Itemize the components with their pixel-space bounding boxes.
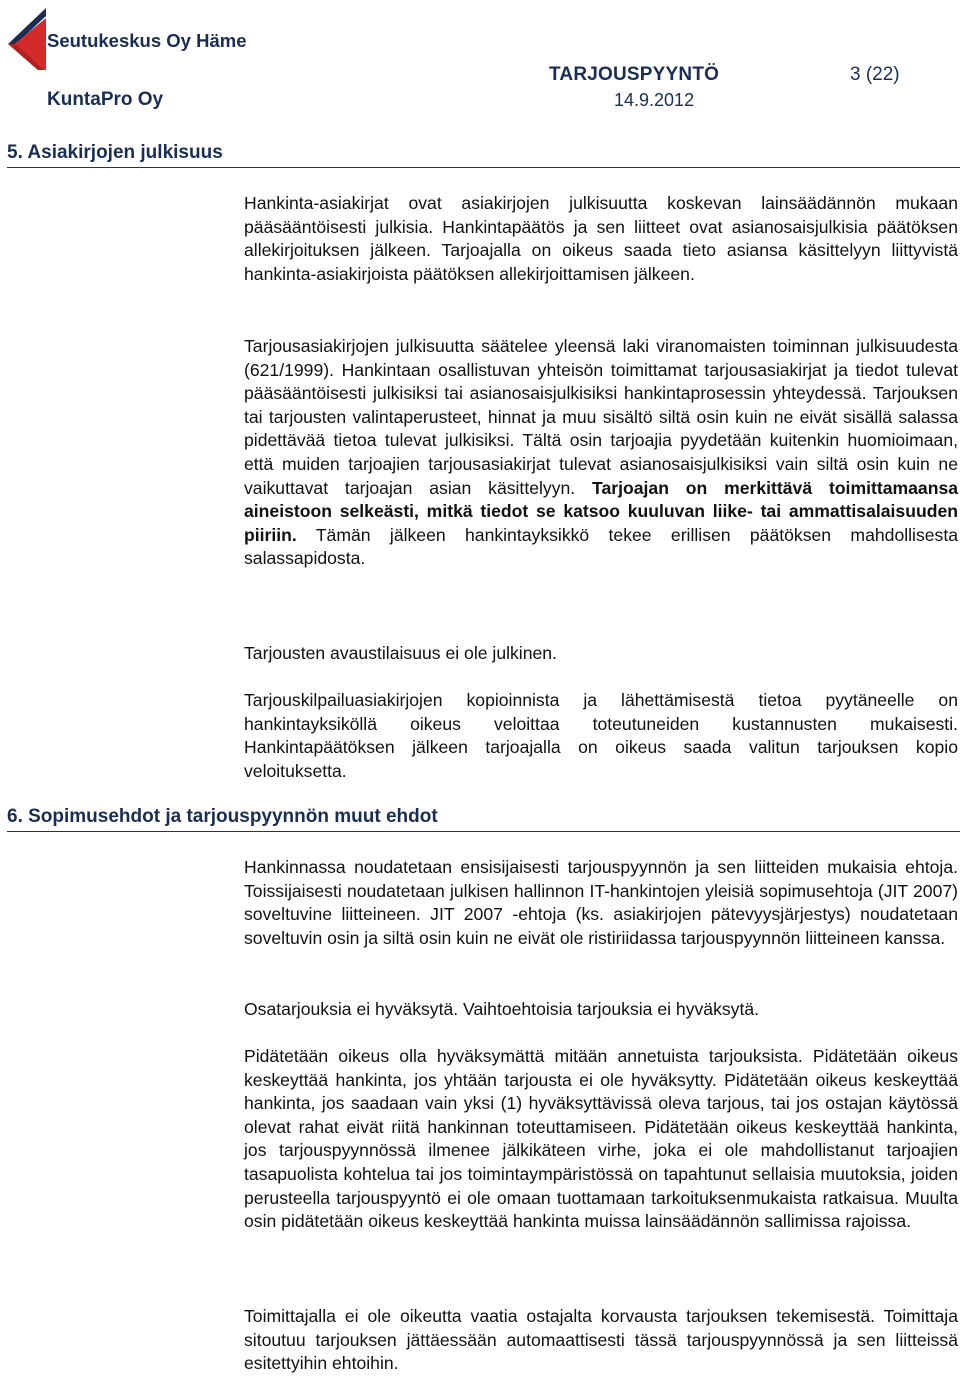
- paragraph: [244, 335, 958, 571]
- organization-name: Seutukeskus Oy Häme: [47, 30, 247, 51]
- paragraph-text: Tarjousasiakirjojen julkisuutta säätelee yleensä laki viranomaisten toiminnan julkisuudesta (621/1999). Hankintaan osallistuvan yhteisön toimittamat tarjousasiakirjat ja tiedot tulevat pääsääntöisesti julkisiksi tai asianosaisjulkisiksi hankintaprosessin yhteydessä. Tarjouksen tai tarjousten valintaperusteet, hinnat ja muu sisältö siltä osin kuin ne eivät sisällä salassa pidettävää tietoa tulevat julkisiksi. Tältä osin tarjoajia pyydetään kuitenkin huomioimaan, että muiden tarjoajien tarjousasiakirjat tulevat asianosaisjulkisiksi vain siltä osin kuin ne vaikuttavat tarjoajan asian käsittelyyn.: [244, 336, 958, 498]
- section-divider: [7, 167, 960, 168]
- paragraph: Tarjouskilpailuasiakirjojen kopioinnista ja lähettämisestä tietoa pyytäneelle on hankintayksiköllä oikeus veloittaa toteutuneiden kustannusten mukaisesti. Hankintapäätöksen jälkeen tarjoajalla on oikeus saada valitun tarjouksen kopio veloituksetta.: [244, 690, 958, 781]
- client-name: KuntaPro Oy: [47, 89, 164, 110]
- paragraph: Tarjousten avaustilaisuus ei ole julkinen.: [244, 643, 557, 663]
- section-title-6: 6. Sopimusehdot ja tarjouspyynnön muut ehdot: [7, 806, 438, 827]
- triangle-logo-icon: [6, 6, 50, 70]
- paragraph: Osatarjouksia ei hyväksytä. Vaihtoehtoisia tarjouksia ei hyväksytä.: [244, 999, 760, 1019]
- paragraph: Hankinta-asiakirjat ovat asiakirjojen julkisuutta koskevan lainsäädännön mukaan pääsääntöisesti julkisia. Hankintapäätös ja sen liitteet ovat asianosaisjulkisia päätöksen allekirjoituksen jälkeen. Tarjoajalla on oikeus saada tieto asiansa käsittelyyn liittyvistä hankinta-asiakirjoista päätöksen allekirjoittamisen jälkeen.: [244, 193, 958, 284]
- paragraph: Pidätetään oikeus olla hyväksymättä mitään annetuista tarjouksista. Pidätetään oikeus keskeyttää hankinta, jos yhtään tarjousta ei ole hyväksytty. Pidätetään oikeus keskeyttää hankinta, jos saadaan vain yksi (1) hyväksyttävissä oleva tarjous, tai jos ostajan käytössä olevat rahat eivät riitä hankinnan toteuttamiseen. Pidätetään oikeus keskeyttää hankinta, jos tarjouspyynnössä ilmenee jälkikäteen virhe, joka ei ole mahdollistanut tarjoajien tasapuolista kohtelua tai jos toimintaympäristössä on tapahtunut sellaisia muutoksia, joiden perusteella tarjouspyyntö ei ole omaan tuottamaan tarkoituksenmukaista ratkaisua. Muulta osin pidätetään oikeus keskeyttää hankinta muissa lainsäädännön sallimissa rajoissa.: [244, 1046, 958, 1232]
- paragraph: Toimittajalla ei ole oikeutta vaatia ostajalta korvausta tarjouksen tekemisestä. Toimittaja sitoutuu tarjouksen jättäessään automaattisesti tässä tarjouspyynnössä ja sen liitteissä esitettyihin ehtoihin.: [244, 1306, 958, 1374]
- document-type: TARJOUSPYYNTÖ: [549, 64, 720, 85]
- paragraph-bold-text: Tarjoajan on merkittävä toimittamaansa aineistoon selkeästi, mitkä tiedot se katsoo kuuluvan liike- tai ammattisalaisuuden piiriin.: [244, 477, 959, 545]
- section-title-5: 5. Asiakirjojen julkisuus: [7, 142, 223, 163]
- document-date: 14.9.2012: [614, 90, 695, 110]
- paragraph-text: Tämän jälkeen hankintayksikkö tekee erillisen päätöksen mahdollisesta salassapidosta.: [244, 524, 959, 569]
- section-divider: [7, 831, 960, 832]
- paragraph: Hankinnassa noudatetaan ensisijaisesti tarjouspyynnön ja sen liitteiden mukaisia ehtoja. Toissijaisesti noudatetaan julkisen hallinnon IT-hankintojen yleisiä sopimusehtoja (JIT 2007) soveltuvine liitteineen. JIT 2007 -ehtoja (ks. asiakirjojen pätevyysjärjestys) noudatetaan soveltuvin osin ja siltä osin kuin ne eivät ole ristiriidassa tarjouspyynnön liitteineen kanssa.: [244, 857, 958, 948]
- page-number: 3 (22): [850, 64, 900, 85]
